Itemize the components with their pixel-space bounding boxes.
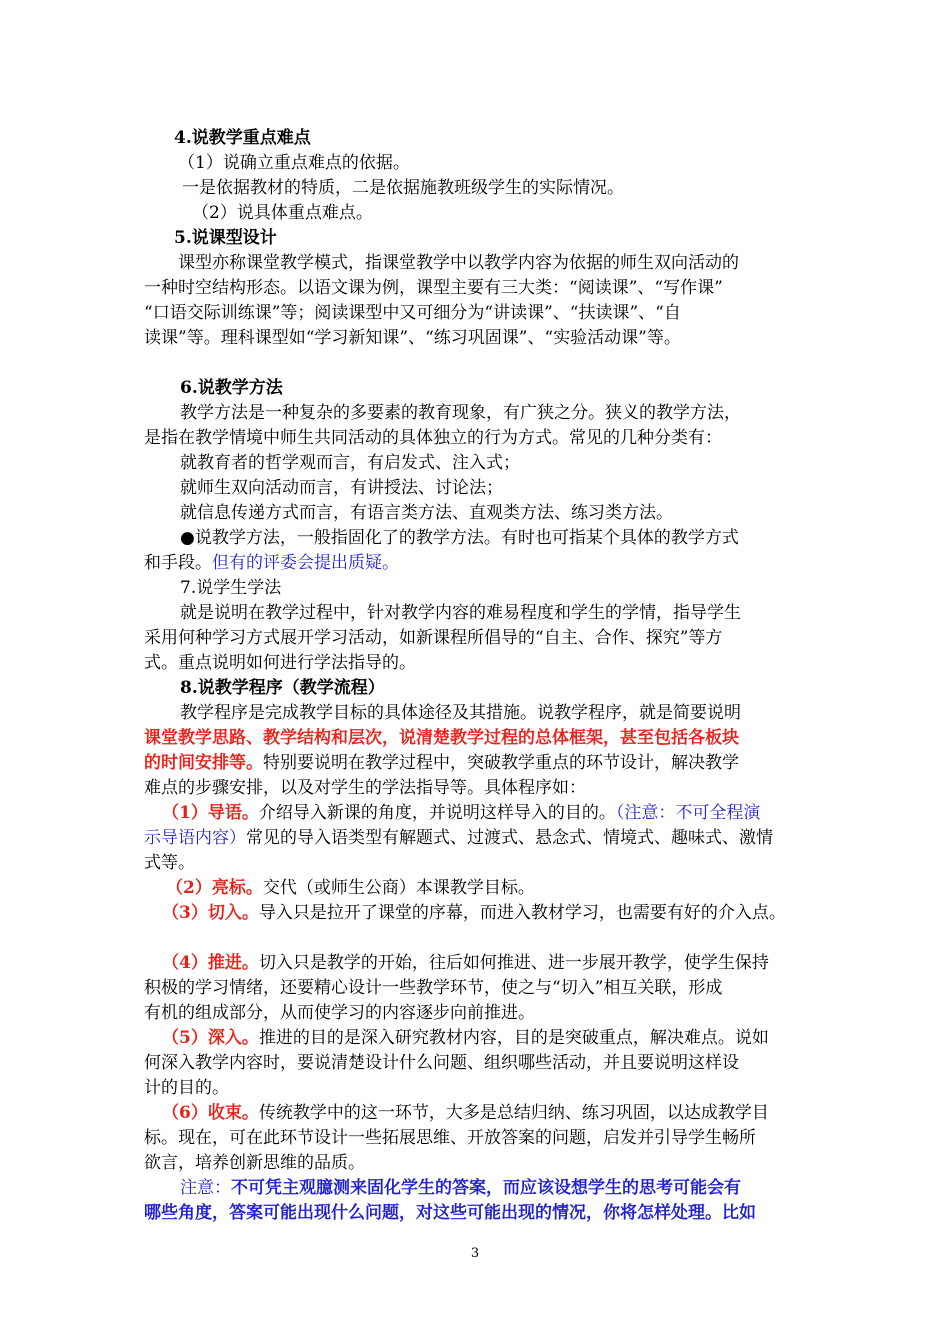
text-line bbox=[144, 976, 808, 1001]
text-line bbox=[162, 801, 808, 826]
text-run: 7.说学生学法 bbox=[180, 578, 282, 598]
text-line bbox=[144, 326, 808, 351]
text-run: 哪些角度，答案可能出现什么问题，对这些可能出现的情况，你将怎样处理。比如 bbox=[144, 1203, 756, 1223]
text-line bbox=[180, 476, 808, 501]
text-line bbox=[144, 1151, 808, 1176]
text-line bbox=[144, 776, 808, 801]
text-run: 注意： bbox=[180, 1178, 231, 1198]
text-run: 不可凭主观臆测来固化学生的答案，而应该设想学生的思考可能会有 bbox=[231, 1178, 741, 1198]
text-run: 一是依据教材的特质，二是依据施教班级学生的实际情况。 bbox=[182, 178, 624, 198]
text-run: 积极的学习情绪，还要精心设计一些教学环节，使之与“切入”相互关联，形成 bbox=[144, 978, 723, 998]
text-line bbox=[144, 276, 808, 301]
text-line bbox=[174, 126, 808, 151]
text-line bbox=[178, 251, 808, 276]
page-number: 3 bbox=[470, 1246, 480, 1261]
text-run: 教学方法是一种复杂的多要素的教育现象，有广狭之分。狭义的教学方法， bbox=[180, 403, 741, 423]
text-run: 常见的导入语类型有解题式、过渡式、悬念式、情境式、趣味式、激情 bbox=[246, 828, 773, 848]
text-run: （注意：不可全程演 bbox=[615, 803, 761, 823]
text-line bbox=[144, 851, 808, 876]
text-run: 课堂教学思路、教学结构和层次，说清楚教学过程的总体框架，甚至包括各板块 bbox=[144, 728, 739, 748]
text-line bbox=[162, 951, 808, 976]
text-run: 计的目的。 bbox=[144, 1078, 229, 1098]
text-run: 就师生双向活动而言，有讲授法、讨论法； bbox=[180, 478, 503, 498]
text-line bbox=[180, 451, 808, 476]
text-run: （2）说具体重点难点。 bbox=[192, 203, 373, 223]
text-line bbox=[180, 501, 808, 526]
text-run: 一种时空结构形态。以语文课为例，课型主要有三大类：“阅读课”、“写作课” bbox=[144, 278, 723, 298]
text-line bbox=[144, 301, 808, 326]
text-run: 6.说教学方法 bbox=[180, 378, 283, 398]
text-line bbox=[162, 1026, 808, 1051]
text-line bbox=[144, 651, 808, 676]
text-run: （1）说确立重点难点的依据。 bbox=[178, 153, 410, 173]
text-run: （4）推进。 bbox=[162, 953, 259, 973]
text-run: （1）导语。 bbox=[162, 803, 259, 823]
text-run: 但有的评委会提出质疑。 bbox=[212, 553, 399, 573]
text-line bbox=[144, 726, 808, 751]
text-run: 是指在教学情境中师生共同活动的具体独立的行为方式。常见的几种分类有： bbox=[144, 428, 722, 448]
text-line bbox=[180, 376, 808, 401]
text-run: 传统教学中的这一环节，大多是总结归纳、练习巩固，以达成教学目 bbox=[258, 1103, 769, 1123]
text-run: 和手段。 bbox=[144, 553, 212, 573]
text-run: 切入只是教学的开始，往后如何推进、进一步展开教学，使学生保持 bbox=[258, 953, 769, 973]
text-run: （5）深入。 bbox=[162, 1028, 259, 1048]
text-line bbox=[144, 826, 808, 851]
text-run: 5.说课型设计 bbox=[174, 228, 277, 248]
text-run: 式等。 bbox=[144, 853, 195, 873]
text-line bbox=[180, 676, 808, 701]
text-line bbox=[180, 526, 808, 551]
text-run: 教学程序是完成教学目标的具体途径及其措施。说教学程序，就是简要说明 bbox=[180, 703, 741, 723]
text-run: 读课”等。理科课型如“学习新知课”、“练习巩固课”、“实验活动课”等。 bbox=[144, 328, 681, 348]
text-line bbox=[162, 1101, 808, 1126]
text-line bbox=[180, 701, 808, 726]
text-line bbox=[182, 176, 808, 201]
text-run: 式。重点说明如何进行学法指导的。 bbox=[144, 653, 416, 673]
text-line bbox=[144, 1126, 808, 1151]
text-run: 交代（或师生公商）本课教学目标。 bbox=[262, 878, 535, 898]
text-line bbox=[180, 401, 808, 426]
text-run: 4.说教学重点难点 bbox=[174, 128, 311, 148]
text-line bbox=[166, 876, 808, 901]
text-run: （3）切入。 bbox=[162, 903, 259, 923]
text-run: ●说教学方法，一般指固化了的教学方法。有时也可指某个具体的教学方式 bbox=[180, 528, 739, 548]
text-run: 示导语内容） bbox=[144, 828, 246, 848]
text-run: “口语交际训练课”等；阅读课型中又可细分为“讲读课”、“扶读课”、“自 bbox=[144, 303, 681, 323]
text-run: 有机的组成部分，从而使学习的内容逐步向前推进。 bbox=[144, 1003, 535, 1023]
text-line bbox=[174, 226, 808, 251]
text-run: 难点的步骤安排，以及对学生的学法指导等。具体程序如： bbox=[144, 778, 586, 798]
text-run: 欲言，培养创新思维的品质。 bbox=[144, 1153, 365, 1173]
text-run: （6）收束。 bbox=[162, 1103, 259, 1123]
text-line bbox=[180, 576, 808, 601]
text-line bbox=[180, 601, 808, 626]
text-line bbox=[144, 551, 808, 576]
text-run: 标。现在，可在此环节设计一些拓展思维、开放答案的问题，启发并引导学生畅所 bbox=[144, 1128, 756, 1148]
text-run: 的时间安排等。 bbox=[144, 753, 263, 773]
text-run: 采用何种学习方式展开学习活动，如新课程所倡导的“自主、合作、探究”等方 bbox=[144, 628, 723, 648]
text-run: 导入只是拉开了课堂的序幕，而进入教材学习，也需要有好的介入点。 bbox=[258, 903, 786, 923]
text-run: 推进的目的是深入研究教材内容，目的是突破重点，解决难点。说如 bbox=[258, 1028, 769, 1048]
text-line bbox=[144, 751, 808, 776]
text-line bbox=[144, 426, 808, 451]
text-run: 8.说教学程序（教学流程） bbox=[180, 678, 385, 698]
text-run: 就是说明在教学过程中，针对教学内容的难易程度和学生的学情，指导学生 bbox=[180, 603, 741, 623]
text-line bbox=[144, 1201, 808, 1226]
text-run: 课型亦称课堂教学模式，指课堂教学中以教学内容为依据的师生双向活动的 bbox=[178, 253, 739, 273]
text-run: 特别要说明在教学过程中，突破教学重点的环节设计，解决教学 bbox=[263, 753, 739, 773]
text-run: 就教育者的哲学观而言，有启发式、注入式； bbox=[180, 453, 520, 473]
text-line bbox=[144, 626, 808, 651]
text-run: （2）亮标。 bbox=[166, 878, 263, 898]
text-run: 何深入教学内容时，要说清楚设计什么问题、组织哪些活动，并且要说明这样设 bbox=[144, 1053, 739, 1073]
text-run: 介绍导入新课的角度，并说明这样导入的目的。 bbox=[258, 803, 616, 823]
text-line bbox=[162, 901, 808, 926]
text-line bbox=[144, 1051, 808, 1076]
text-run: 就信息传递方式而言，有语言类方法、直观类方法、练习类方法。 bbox=[180, 503, 673, 523]
text-line bbox=[144, 1076, 808, 1101]
text-line bbox=[192, 201, 808, 226]
text-line bbox=[180, 1176, 808, 1201]
text-line bbox=[144, 1001, 808, 1026]
text-line bbox=[178, 151, 808, 176]
